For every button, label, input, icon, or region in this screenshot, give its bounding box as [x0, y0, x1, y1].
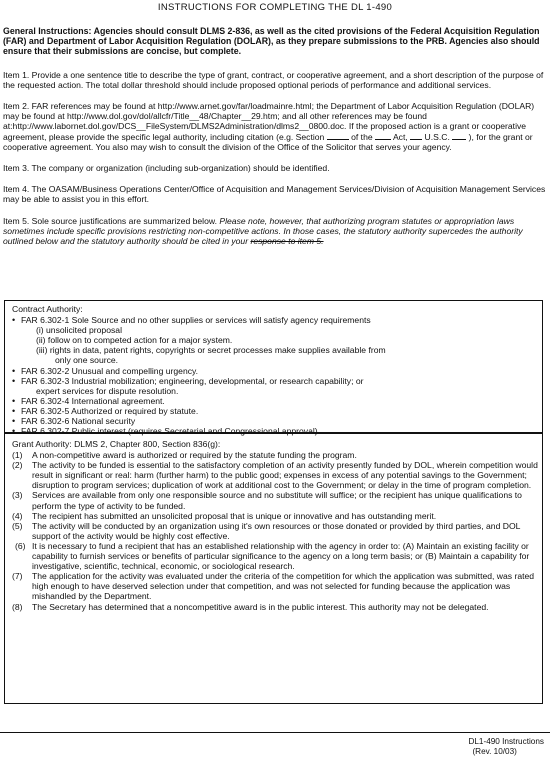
blank-line [410, 131, 422, 140]
grant-item: (3) Services are available from only one responsible source and no substitute will suffice; or the recipient has unique qualifications to perform the type of activity to be funded. [12, 490, 522, 511]
item-3: Item 3. The company or organization (including sub-organization) should be identified. [3, 163, 330, 174]
far-item-cont: expert services for dispute resolution. [36, 385, 179, 396]
form-revision: DL1-490 Instructions (Rev. 10/03) [468, 737, 544, 756]
item-2-usc: U.S.C. [424, 132, 450, 143]
item-2-text: Item 2. FAR references may be found at http://www.arnet.gov/far/loadmainre.html; the Department of Labor Acquisition Regulation (DOLAR) may be found at http://www.dol.gov/dol/allcfr/Title__48/Chapter__29.htm; and all other references may be found at:http://www.labornet.dol.gov/DCS__FileSystem/DLMS2Administration/dlms2__0800.doc. If the proposed action is a grant or cooperative agreement, please provide the specific legal authority, including citation (e.g. Section [3, 100, 535, 143]
page-title: INSTRUCTIONS FOR COMPLETING THE DL 1-490 [157, 2, 393, 13]
grant-item: (1) A non-competitive award is authorized or required by the statute funding the program. [12, 450, 357, 461]
item-2-act: Act, [392, 132, 408, 143]
item-5-text: Item 5. Sole source justifications are summarized below. [3, 215, 220, 226]
far-item: • FAR 6.302-5 Authorized or required by statute. [12, 405, 199, 416]
far-item: • FAR 6.302-7 Public interest (requires Secretarial and Congressional approval) [12, 426, 318, 437]
grant-item: (5) The activity will be conducted by an organization using it's own resources or those donated or provided by third parties, and DOL support of the activity would be highly cost effective. [12, 520, 521, 541]
far-sub-item: (ii) follow on to competed action for a major system. [36, 335, 233, 346]
bullet-icon: • [12, 416, 16, 427]
grant-item: (8) The Secretary has determined that a noncompetitive award is in the public interest. This authority may not be delegated. [12, 601, 489, 612]
blank-line [452, 131, 466, 140]
bullet-icon: • [12, 315, 16, 326]
far-item: • FAR 6.302-6 National security [12, 416, 136, 427]
item-5 [3, 216, 546, 246]
grant-authority-box [4, 433, 543, 704]
blank-line [327, 131, 349, 140]
grant-item: (6) It is necessary to fund a recipient that has an established relationship with the agency in order to: (A) Maintain an existing facility or capability to furnish services or benefits of particular significance to the agency on a long term basis; or (B) Maintain a capability for investigative, scientific, technical, economic, or sociological research. [15, 540, 530, 572]
far-item: • FAR 6.302-4 International agreement. [12, 395, 165, 406]
far-item: • FAR 6.302-2 Unusual and compelling urgency. [12, 365, 199, 376]
general-instructions: General Instructions: Agencies should consult DLMS 2-836, as well as the cited provisions of the Federal Acquisition Regulation (FAR) and Department of Labor Acquisition Regulation (DOLAR), as they prepare submissions to the PRB. Agencies also should ensure that their submissions are concise, but complete. [3, 26, 540, 57]
bullet-icon: • [12, 426, 16, 437]
blank-line [375, 131, 391, 140]
grant-authority-heading: Grant Authority: DLMS 2, Chapter 800, Section 836(g): [12, 439, 221, 449]
far-sub-item: (iii) rights in data, patent rights, copyrights or secret processes make supplies available from [36, 345, 386, 356]
grant-item: (4) The recipient has submitted an unsolicited proposal that is unique or innovative and has outstanding merit. [12, 510, 437, 521]
page-footer [0, 732, 550, 756]
bullet-icon: • [12, 375, 16, 386]
far-item: • FAR 6.302-3 Industrial mobilization; engineering, developmental, or research capability; or [12, 375, 364, 386]
far-item: • FAR 6.302-1 Sole Source and no other supplies or services will satisfy agency requirements [12, 315, 371, 326]
contract-authority-heading: Contract Authority: [12, 304, 83, 314]
item-2-of-the: of the [351, 132, 373, 143]
item-5-struck-text: response to item 5. [250, 235, 324, 246]
bullet-icon: • [12, 395, 16, 406]
bullet-icon: • [12, 365, 16, 376]
bullet-icon: • [12, 405, 16, 416]
far-sub-item: (i) unsolicited proposal [36, 325, 122, 336]
item-2-text-end: ), for the grant or cooperative agreement. You also may wish to consult the division of the Office of the Solicitor that serves your agency. [3, 132, 533, 153]
far-sub-item-cont: only one source. [55, 355, 119, 366]
instructions-body [3, 26, 546, 246]
item-2 [3, 101, 546, 152]
grant-item: (7) The application for the activity was evaluated under the criteria of the competition for which the application was submitted, was rated high enough to have deserved selection under that competition, and was not selected for funding because the application was mishandled by the Department. [12, 571, 535, 602]
contract-authority-box [4, 300, 543, 437]
item-4: Item 4. The OASAM/Business Operations Center/Office of Acquisition and Management Services/Division of Acquisition Management Services may be able to assist you in this effort. [3, 184, 546, 205]
item-1: Item 1. Provide a one sentence title to describe the type of grant, contract, or cooperative agreement, and a short description of the purpose of the requested action. The total dollar threshold should include proposed optional periods of performance and additional services. [3, 69, 544, 90]
grant-item: (2) The activity to be funded is essential to the satisfactory completion of an activity presently funded by DOL, wherein competition would result in significant or real: harm (further harm) to the public good; expenses in excess of any potential savings to the Government; disruption to program services; duplication of work at additional cost to the Government; or delay in the time of program completion. [12, 460, 538, 491]
item-5-note: Please note, however, that authorizing program statutes or appropriation laws sometimes include specific provisions restricting non-competitive actions. In those cases, the statutory authority supercedes the authority outlined below and the statutory authority should be cited in your [3, 215, 523, 246]
